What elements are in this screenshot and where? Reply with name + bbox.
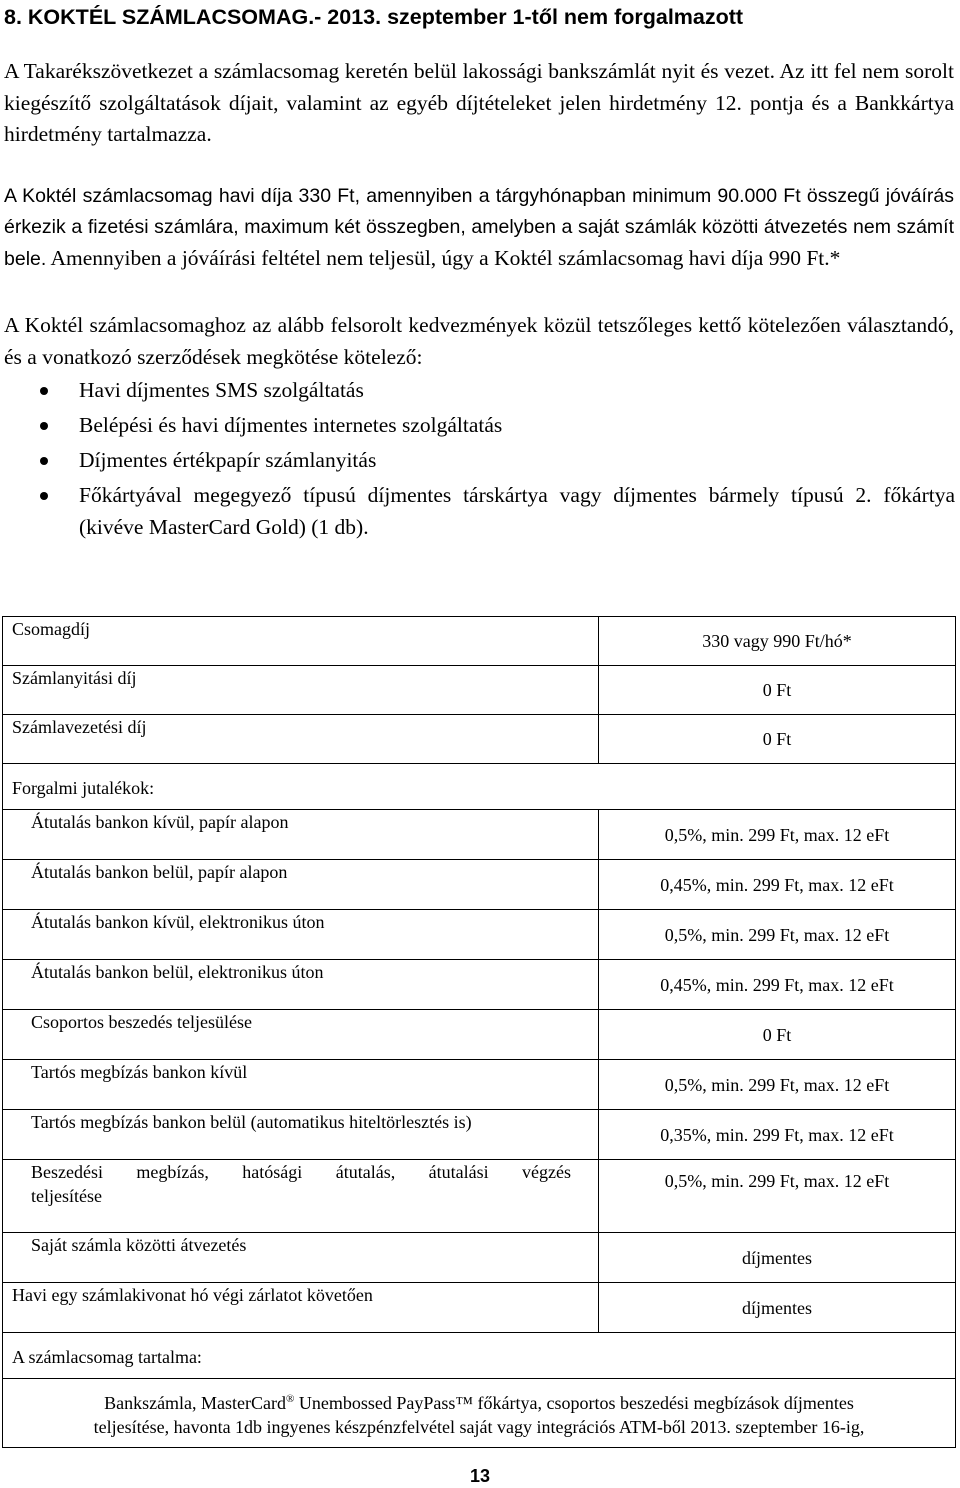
row-label: Számlavezetési díj — [12, 717, 147, 737]
row-value: 0,5%, min. 299 Ft, max. 12 eFt — [664, 1171, 890, 1191]
row-value: 0,5%, min. 299 Ft, max. 12 eFt — [664, 1075, 890, 1095]
row-label: Csomagdíj — [12, 619, 91, 639]
fee-paragraph — [4, 181, 954, 275]
table-row — [3, 764, 956, 810]
bullet-icon — [40, 457, 48, 465]
list-item: Havi díjmentes SMS szolgáltatás — [0, 375, 955, 407]
benefit-options-list — [0, 375, 958, 547]
row-label: Havi egy számlakivonat hó végi zárlatot követően — [12, 1285, 373, 1305]
row-label: Átutalás bankon kívül, elektronikus úton — [31, 912, 325, 932]
fee-fallback-text: Amennyiben a jóváírási feltétel nem teljesül, úgy a Koktél számlacsomag havi díja 990 Ft.* — [46, 246, 841, 270]
row-label: Beszedési megbízás, hatósági átutalás, átutalási végzés teljesítése — [31, 1162, 571, 1206]
contents-header: A számlacsomag tartalma: — [12, 1347, 202, 1367]
bullet-icon — [40, 492, 48, 500]
row-label: Tartós megbízás bankon belül (automatikus hiteltörlesztés is) — [31, 1112, 472, 1132]
table-row — [3, 1110, 956, 1160]
intro-paragraph: A Takarékszövetkezet a számlacsomag keretén belül lakossági bankszámlát nyit és vezet. Az itt fel nem sorolt kiegészítő szolgáltatások díjait, valamint az egyéb díjtételeket jelen hirdetmény 12. pontja és a Bankkártya hirdetmény tartalmazza. — [4, 59, 954, 146]
table-row — [3, 617, 956, 666]
row-value: 0 Ft — [762, 729, 792, 749]
commission-header: Forgalmi jutalékok: — [12, 778, 155, 798]
row-label: Csoportos beszedés teljesülése — [31, 1012, 252, 1032]
row-label: Saját számla közötti átvezetés — [31, 1235, 247, 1255]
table-row — [3, 715, 956, 764]
table-row — [3, 1233, 956, 1283]
table-row — [3, 1060, 956, 1110]
row-label: Átutalás bankon belül, elektronikus úton — [31, 962, 324, 982]
row-value: 0,45%, min. 299 Ft, max. 12 eFt — [660, 875, 894, 895]
row-value: díjmentes — [742, 1248, 812, 1268]
row-value: 0,35%, min. 299 Ft, max. 12 eFt — [660, 1125, 894, 1145]
table-row — [3, 1333, 956, 1379]
row-label: Átutalás bankon belül, papír alapon — [31, 862, 288, 882]
row-label: Tartós megbízás bankon kívül — [31, 1062, 248, 1082]
list-item: Díjmentes értékpapír számlanyitás — [0, 445, 955, 477]
row-value: 0 Ft — [762, 1025, 792, 1045]
table-row — [3, 860, 956, 910]
fee-condition-text: A Koktél számlacsomag havi díja 330 Ft, amennyiben a tárgyhónapban minimum 90.000 Ft összegű jóváírás érkezik a fizetési számlára, maximum két összegben, amelyben a saját számlák közötti átvezetés nem számít bele. — [4, 185, 954, 270]
section-heading: 8. KOKTÉL SZÁMLACSOMAG.- 2013. szeptember 1-től nem forgalmazott — [4, 5, 744, 29]
table-row — [3, 1283, 956, 1333]
list-item: Főkártyával megegyező típusú díjmentes társkártya vagy díjmentes bármely típusú 2. főkártya (kivéve MasterCard Gold) (1 db). — [0, 480, 955, 543]
row-label: Átutalás bankon kívül, papír alapon — [31, 812, 289, 832]
row-value: 0 Ft — [762, 680, 792, 700]
table-row — [3, 666, 956, 715]
fee-table — [2, 616, 956, 1448]
table-row — [3, 1379, 956, 1448]
list-item: Belépési és havi díjmentes internetes szolgáltatás — [0, 410, 955, 442]
registered-mark: ® — [286, 1393, 295, 1405]
row-value: 330 vagy 990 Ft/hó* — [702, 631, 852, 651]
row-value: díjmentes — [742, 1298, 812, 1318]
page-number: 13 — [469, 1466, 491, 1486]
row-label: Számlanyitási díj — [12, 668, 137, 688]
table-row — [3, 1010, 956, 1060]
table-row — [3, 810, 956, 860]
table-row — [3, 1160, 956, 1233]
choice-paragraph: A Koktél számlacsomaghoz az alább felsorolt kedvezmények közül tetszőleges kettő kötelezően választandó, és a vonatkozó szerződések megkötése kötelező: — [4, 313, 954, 369]
row-value: 0,5%, min. 299 Ft, max. 12 eFt — [664, 825, 890, 845]
table-row — [3, 910, 956, 960]
contents-text: Bankszámla, MasterCard® Unembossed PayPass™ főkártya, csoportos beszedési megbízások díjmentes teljesítése, havonta 1db ingyenes készpénzfelvétel saját vagy integrációs ATM-ből 2013. szeptember 16-ig, — [93, 1393, 865, 1437]
bullet-icon — [40, 387, 48, 395]
table-row — [3, 960, 956, 1010]
row-value: 0,45%, min. 299 Ft, max. 12 eFt — [660, 975, 894, 995]
bullet-icon — [40, 422, 48, 430]
row-value: 0,5%, min. 299 Ft, max. 12 eFt — [664, 925, 890, 945]
